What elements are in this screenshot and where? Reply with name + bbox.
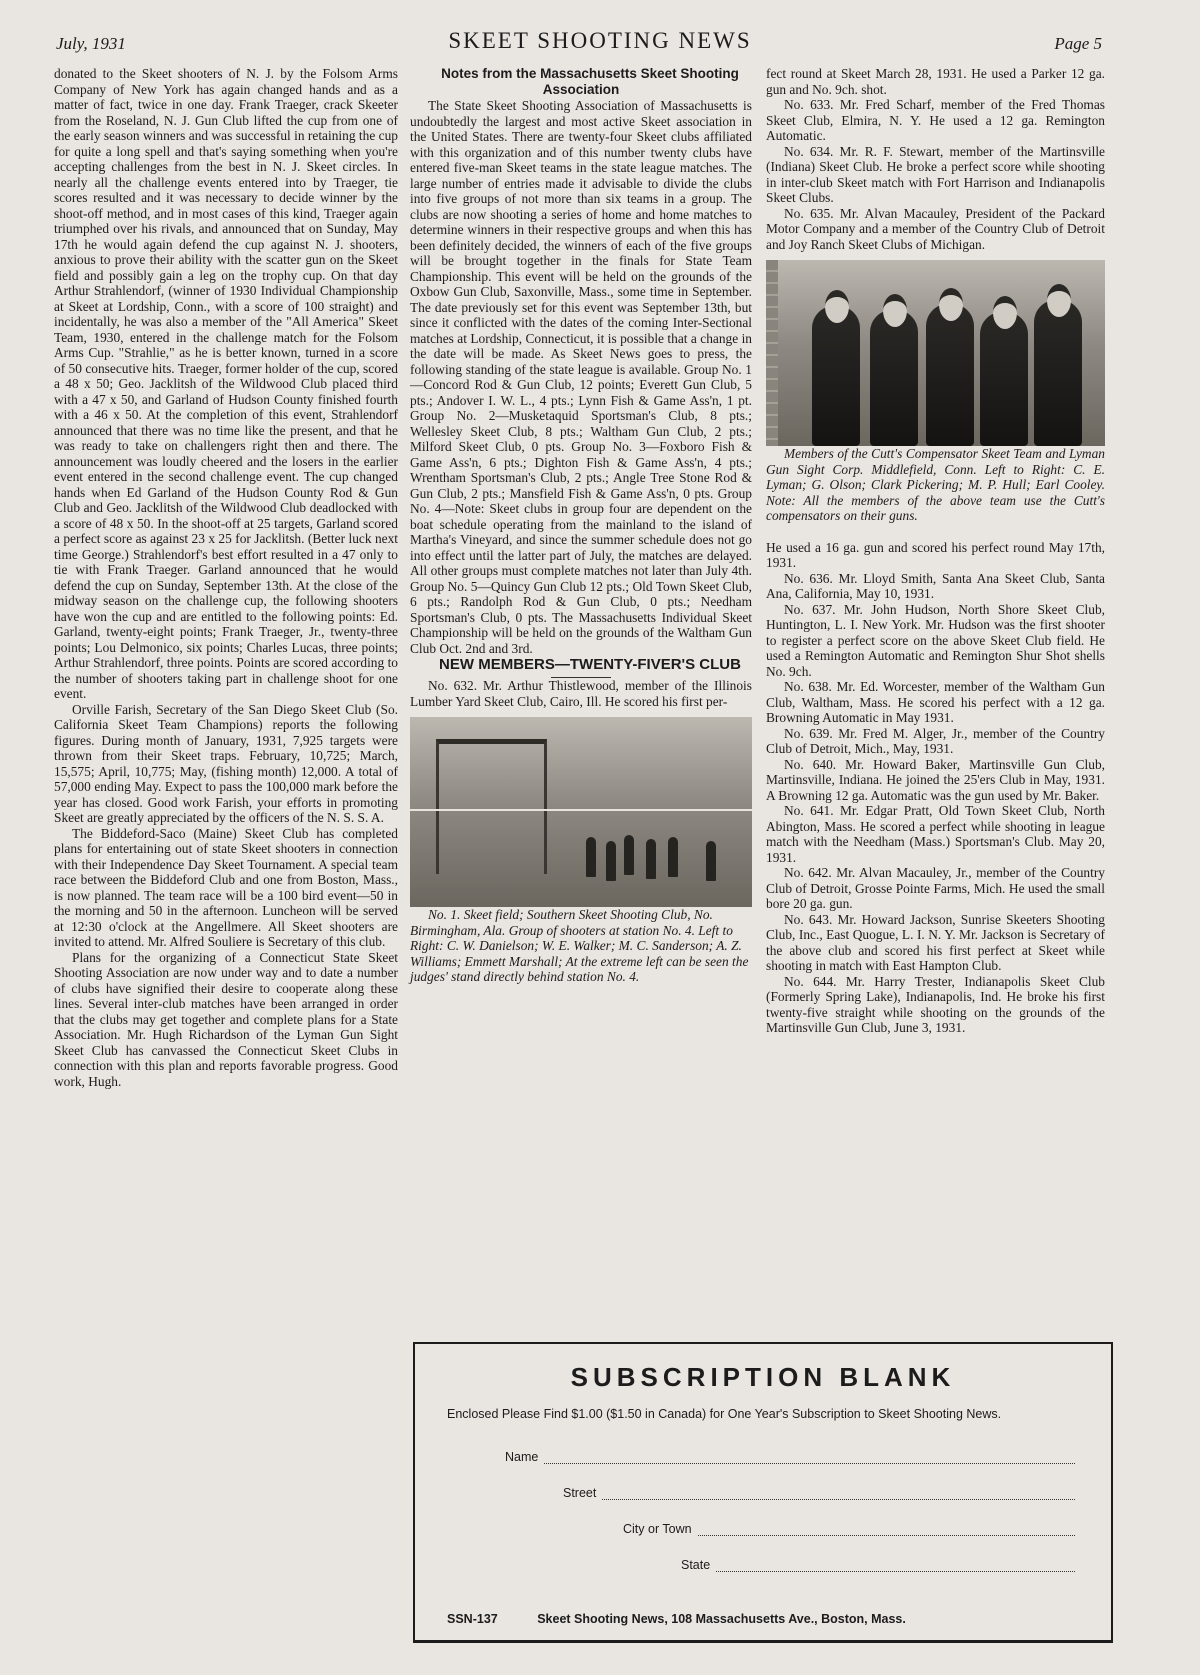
state-field[interactable] (681, 1558, 1075, 1572)
article-paragraph: No. 634. Mr. R. F. Stewart, member of the Martinsville (Indiana) Skeet Club. He broke a perfect score while shooting in inter-club Skeet match with Fort Harrison and Indianapolis Skeet Clubs. (766, 143, 1105, 205)
article-paragraph: He used a 16 ga. gun and scored his perfect round May 17th, 1931. (766, 539, 1105, 570)
article-paragraph: Plans for the organizing of a Connecticut State Skeet Shooting Association are now under way and to date a number of clubs have signified their desire to cooperate along these lines. Several inter-club matches have been arranged in order that the clubs may get together and complete plans for a State Association. Mr. Hugh Richardson of the Lyman Gun Sight Skeet Club has canvassed the Connecticut Skeet Clubs in connection with this plan and reports favorable progress. Good work, Hugh. (54, 949, 398, 1089)
section-heading: NEW MEMBERS—TWENTY-FIVER'S CLUB (410, 656, 752, 678)
article-paragraph: No. 640. Mr. Howard Baker, Martinsville Gun Club, Martinsville, Indiana. He joined the 25'ers Club in May, 1931. A Browning 12 ga. Automatic was the gun used by Mr. Baker. (766, 756, 1105, 803)
column-1 (54, 66, 398, 1089)
article-paragraph: No. 635. Mr. Alvan Macauley, President of the Packard Motor Company and a member of the Country Club of Detroit and Joy Ranch Skeet Clubs of Michigan. (766, 205, 1105, 252)
form-code: SSN-137 (447, 1612, 498, 1626)
subscription-intro: Enclosed Please Find $1.00 ($1.50 in Canada) for One Year's Subscription to Skeet Shooting News. (447, 1407, 1002, 1421)
photo-caption: Members of the Cutt's Compensator Skeet Team and Lyman Gun Sight Corp. Middlefield, Conn. Left to Right: C. E. Lyman; G. Olson; Clark Pickering; M. P. Hull; Earl Cooley. Note: All the members of the above team use the Cutt's compensators on their guns. (766, 446, 1105, 523)
article-paragraph: No. 639. Mr. Fred M. Alger, Jr., member of the Country Club of Detroit, Mich., May, 1931. (766, 725, 1105, 756)
city-field[interactable] (623, 1522, 1075, 1536)
article-paragraph: No. 633. Mr. Fred Scharf, member of the Fred Thomas Skeet Club, Elmira, N. Y. He used a 12 ga. Remington Automatic. (766, 97, 1105, 143)
skeet-field-photo (410, 717, 752, 907)
subscription-form (413, 1342, 1113, 1643)
column-2 (410, 66, 752, 985)
article-paragraph: donated to the Skeet shooters of N. J. by the Folsom Arms Company of New York has again changed hands and as a matter of fact, twice in one day. Frank Traeger, crack Skeeter from the Roseland, N. J. Gun Club lifted the cup from one of the early season winners and was successful in retaining the cup for quite a long spell and that's saying something when you're accepting challenges from the best in N. J. Skeet circles. In nearly all the challenge events entered into by Traeger, tie scores resulted and it was necessary to decide winner by the shoot-off method, and in most cases of this kind, Traeger again triumphed over his rivals, and announced that on Sunday, May 17th he would again defend the cup against N. J. shooters, anxious to prove their ability with the scatter gun on the Skeet field and possibly gain a leg on the trophy cup. On that day Arthur Strahlendorf, (winner of 1930 Individual Championship at Skeet at Lordship, Conn., with a score of 100 straight) and incidentally, he was also a member of the "All America" Skeet Team, 1930, entered in the challenge match for the Folsom Arms Cup. "Strahlie," as he is better known, turned in a score of 50 consecutive hits. Traeger, former holder of the cup, scored a 48 x 50; Geo. Jacklitsh of the Wildwood Club placed third with a 47 x 50, and Garland of Hudson County finished fourth with a 46 x 50. At the completion of this event, Strahlendorf announced that there was no time like the present, and that he was ready to take on challengers right then and there. The announcement was loudly cheered and the losers in the earlier event entered in the second challenge event. The cup changed hands when Ed Garland of the Hudson County Rod & Gun Club and Geo. Jacklitsh of the Wildwood Club deadlocked with a score of 48 x 50. In the shoot-off at 25 targets, Garland scored a perfect score as against 23 x 25 for Jacklitsh. (Better luck next time George.) Strahlendorf's best effort resulted in a 47 only to tie with Frank Traeger. Garland announced that he would defend the cup on Sunday, September 13th. At the close of the midway season on the challenge cup, the following shooters have won the cup and are entitled to the following points: Ed. Garland, twenty-eight points; Frank Traeger, Jr., twenty-three points; Lou Delmonico, six points; Charles Lucas, three points; Arthur Strahlendorf, three points. Points are scored according to the number of shooters taking part in challenge shoot for one event. (54, 66, 398, 701)
publication-title: SKEET SHOOTING NEWS (448, 28, 752, 53)
team-photo (766, 260, 1105, 446)
article-paragraph: No. 641. Mr. Edgar Pratt, Old Town Skeet Club, North Abington, Mass. He scored a perfect while shooting in league match with the Needham (Mass.) Sportsman's Club. May 20, 1931. (766, 803, 1105, 865)
subscription-title: SUBSCRIPTION BLANK (570, 1362, 956, 1392)
article-paragraph: No. 632. Mr. Arthur Thistlewood, member of the Illinois Lumber Yard Skeet Club, Cairo, Ill. He scored his first per- (410, 678, 752, 709)
column-3 (766, 66, 1105, 1036)
photo-caption: No. 1. Skeet field; Southern Skeet Shooting Club, No. Birmingham, Ala. Group of shooters at station No. 4. Left to Right: C. W. Danielson; W. E. Walker; M. C. Sanderson; A. Z. Williams; Emmett Marshall; At the extreme left can be seen the judges' stand directly behind station No. 4. (410, 907, 749, 984)
article-paragraph: No. 636. Mr. Lloyd Smith, Santa Ana Skeet Club, Santa Ana, California, May 10, 1931. (766, 570, 1105, 601)
page-number: Page 5 (1054, 34, 1102, 53)
article-paragraph: The State Skeet Shooting Association of Massachusetts is undoubtedly the largest and most active Skeet association in the United States. There are twenty-four Skeet clubs affiliated with this organization and of this number twenty clubs have entered five-man Skeet teams in the state league matches. The large number of entries made it advisable to divide the clubs into five groups of not more than six teams in a group. The clubs are now shooting a series of home and home matches to determine winners in their respective groups and when this has been definitely decided, the winners of each of the five groups will be brought together in the finals for State Team Championship. This event will be held on the grounds of the Oxbow Gun Club, Saxonville, Mass., some time in September. The date previously set for this event was September 13th, but since it conflicted with the dates of the coming Inter-Sectional matches at Lordship, Connecticut, it is possible that a change in the date will be made. As Skeet News goes to press, the following standing of the state league is available. Group No. 1—Concord Rod & Gun Club, 12 points; Everett Gun Club, 5 pts.; Andover I. W. L., 4 pts.; Lynn Fish & Game Ass'n, 1 pt. Group No. 2—Musketaquid Sportsman's Club, 8 pts.; Wellesley Skeet Club, 8 pts.; Waltham Gun Club, 2 pts.; Milford Skeet Club, 0 pts. Group No. 3—Foxboro Fish & Game Ass'n, 6 pts.; Dighton Fish & Game Ass'n, 4 pts.; Wrentham Sportsman's Club, 2 pts.; Angle Tree Stone Rod & Gun Club, 2 pts.; Mansfield Fish & Game Ass'n, 0 pts. Group No. 4—Note: Skeet clubs in group four are dependent on the boat schedule operating from the mainland to the island of Martha's Vineyard, and since the summer schedule does not go into effect until the latter part of July, the matches are delayed. All other groups must complete matches not later than July 4th. Group No. 5—Quincy Gun Club 12 pts.; Old Town Skeet Club, 6 pts.; Randolph Rod & Gun Club, 0 pts.; Needham Sportsman's Club, 0 pts. The Massachusetts Individual Skeet Championship will be held on the grounds of the Waltham Gun Club Oct. 2nd and 3rd. (410, 98, 752, 656)
page-date: July, 1931 (56, 34, 126, 53)
field-label: Street (563, 1486, 597, 1500)
article-paragraph: fect round at Skeet March 28, 1931. He used a Parker 12 ga. gun and No. 9ch. shot. (766, 66, 1105, 97)
judges-stand (436, 739, 547, 874)
street-field[interactable] (563, 1486, 1075, 1500)
field-label: Name (505, 1450, 539, 1464)
article-paragraph: No. 643. Mr. Howard Jackson, Sunrise Skeeters Shooting Club, Inc., East Quogue, L. I. N. Y. Mr. Jackson is Secretary of the above club and scored his first perfect at Skeet while shooting in match with East Hampton Club. (766, 911, 1105, 973)
article-paragraph: The Biddeford-Saco (Maine) Skeet Club has completed plans for entertaining out of state Skeet shooters in connection with their Independence Day Skeet Tournament. A special team race between the Biddeford Club and one from Boston, Mass., is now planned. The team race will be a 100 bird event—50 in the morning and 50 in the afternoon. Luncheon will be served at 12:30 o'clock at the Angellmere. All Skeet shooters are invited to attend. Mr. Alfred Souliere is Secretary of this club. (54, 825, 398, 949)
article-paragraph: No. 644. Mr. Harry Trester, Indianapolis Skeet Club (Formerly Spring Lake), Indianapolis, Ind. He broke his first twenty-five straight while shooting on the grounds of the Martinsville Gun Club, June 3, 1931. (766, 973, 1105, 1035)
article-paragraph: No. 638. Mr. Ed. Worcester, member of the Waltham Gun Club, Waltham, Mass. He scored his perfect with a 12 ga. Browning Automatic in May 1931. (766, 679, 1105, 725)
article-paragraph: Orville Farish, Secretary of the San Diego Skeet Club (So. California Skeet Team Champions) reports the following figures. During month of January, 1931, 7,925 targets were thrown from their Skeet traps. February, 10,725; March, 15,575; April, 10,775; May, (fishing month) 12,000. A total of 57,000 ending May. Expect to pass the 100,000 mark before the year has closed. Good work Farish, your efforts in promoting Skeet are greatly appreciated by the officers of the N. S. S. A. (54, 701, 398, 825)
field-label: State (681, 1558, 711, 1572)
article-heading: Notes from the Massachusetts Skeet Shooting Association (441, 66, 739, 97)
mailing-address: Skeet Shooting News, 108 Massachusetts Ave., Boston, Mass. (537, 1612, 906, 1626)
article-paragraph: No. 642. Mr. Alvan Macauley, Jr., member of the Country Club of Detroit, Grosse Pointe Farms, Mich. He used the small bore 20 ga. gun. (766, 865, 1105, 911)
article-paragraph: No. 637. Mr. John Hudson, North Shore Skeet Club, Huntington, L. I. New York. Mr. Hudson was the first shooter to register a perfect score on the above Skeet Club field. He used a Remington Automatic and Remington Shur Shot shells No. 9ch. (766, 601, 1105, 679)
field-label: City or Town (623, 1522, 692, 1536)
subscription-footer (447, 1612, 906, 1626)
name-field[interactable] (505, 1450, 1075, 1464)
